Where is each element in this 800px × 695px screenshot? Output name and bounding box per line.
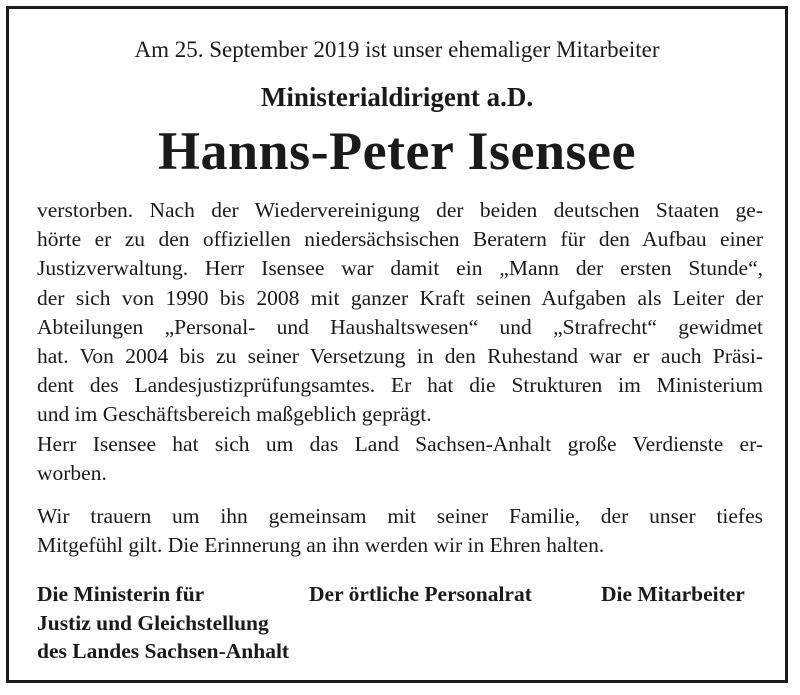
body-line: worben. (37, 460, 107, 485)
signature-line: Der örtliche Personalrat (309, 582, 532, 606)
obituary-notice (6, 6, 788, 683)
signature-line: Justiz und Gleichstellung (37, 610, 269, 635)
signature-staff-council (309, 580, 532, 609)
body-line: verstorben. Nach der Wiedervereinigung der beiden deutschen Staaten ge- (37, 198, 763, 222)
body-line: Abteilungen „Personal- und Haushaltswesen“ und „Strafrecht“ gewidmet (37, 314, 763, 339)
mourning-paragraph (37, 502, 763, 560)
deceased-name: Hanns-Peter Isensee (158, 121, 636, 181)
intro-line: Am 25. September 2019 ist unser ehemaliger Mitarbeiter (134, 37, 660, 62)
mourning-line: Mitgefühl gilt. Die Erinnerung an ihn werden wir in Ehren halten. (37, 533, 605, 558)
signature-employees (601, 580, 745, 609)
obituary-body (37, 196, 763, 488)
body-line: und im Geschäftsbereich maßgeblich geprägt. (37, 402, 432, 427)
body-line: Herr Isensee hat sich um das Land Sachsen-Anhalt große Verdienste er- (37, 431, 763, 456)
body-line: dent des Landesjustizprüfungsamtes. Er hat die Strukturen im Ministerium (37, 373, 763, 398)
signature-ministry (37, 580, 289, 666)
body-line: hat. Von 2004 bis zu seiner Versetzung in den Ruhestand war er auch Präsi- (37, 344, 763, 369)
signature-line: Die Ministerin für (37, 582, 205, 606)
body-line: hörte er zu den offiziellen niedersächsischen Beratern für den Aufbau einer (37, 227, 763, 252)
body-line: Justizverwaltung. Herr Isensee war damit ein „Mann der ersten Stunde“, (37, 256, 763, 281)
deceased-rank: Ministerialdirigent a.D. (260, 82, 534, 112)
signature-line: des Landes Sachsen-Anhalt (37, 639, 290, 663)
body-line: der sich von 1990 bis 2008 mit ganzer Kraft seinen Aufgaben als Leiter der (37, 285, 763, 310)
mourning-line: Wir trauern um ihn gemeinsam mit seiner Familie, der unser tiefes (37, 504, 763, 528)
signature-line: Die Mitarbeiter (601, 582, 745, 606)
